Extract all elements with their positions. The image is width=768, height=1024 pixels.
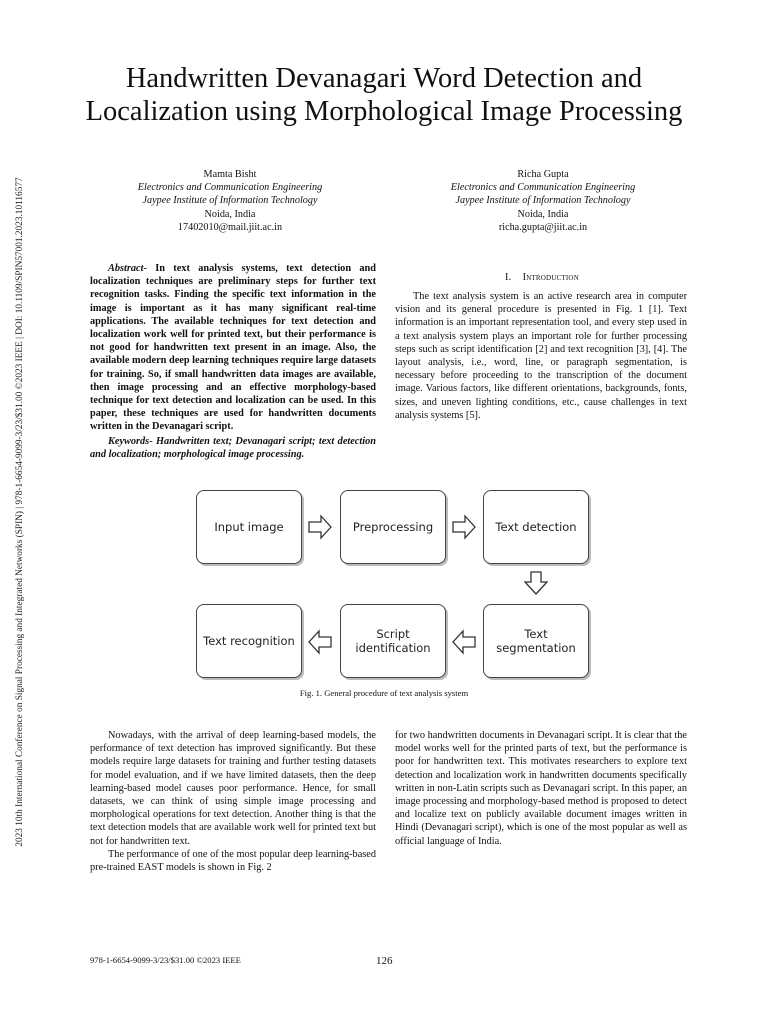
box-preprocessing: Preprocessing	[340, 490, 446, 564]
arrow-right-icon	[451, 514, 477, 540]
intro-paragraph: The text analysis system is an active research area in computer vision and its general procedure is presented in Fig. 1 [1]. Text information is an important representation tool, and every step used in a text analysis system plays an important role for further processing steps such as script identification [2] and text recognition [3], [4]. The layout analysis, i.e., word, line, or paragraph segmentation, is necessary before proceeding to the transcription of the document image. Various factors, like different orientations, backgrounds, fonts, sizes, and uneven lighting conditions, etc., cause challenges in text analysis systems [5].	[395, 291, 687, 421]
author-institute: Jaypee Institute of Information Technology	[455, 195, 631, 207]
box-text-detection: Text detection	[483, 490, 589, 564]
arrow-left-icon	[451, 629, 477, 655]
author-location: Noida, India	[517, 208, 569, 220]
paragraph: Nowadays, with the arrival of deep learning-based models, the performance of text detection has improved significantly. But these models require large datasets for training and further testing datasets for model evaluation, and if we have limited datasets, then the deep learning-based model causes poor performance. Hence, for small datasets, we can think of using simple image processing and morphological operations for text detection. Another thing is that the text detection models that are available work well for printed text but not for handwritten text.	[90, 730, 376, 847]
author-email[interactable]: richa.gupta@jiit.ac.in	[498, 221, 588, 233]
page-number: 126	[376, 955, 393, 967]
title-line-2: Localization using Morphological Image Processing	[85, 96, 683, 127]
section-title: Introduction	[522, 272, 579, 283]
abstract-lead: Abstract-	[108, 263, 147, 274]
figure-caption: Fig. 1. General procedure of text analysis system	[299, 688, 469, 698]
author-dept: Electronics and Communication Engineering	[450, 182, 636, 194]
keywords-text: Keywords- Handwritten text; Devanagari script; text detection and localization; morphological image processing.	[90, 436, 376, 461]
paragraph: The performance of one of the most popular deep learning-based pre-trained EAST models is shown in Fig. 2	[90, 848, 376, 874]
body-column-right	[395, 729, 687, 848]
title-line-1: Handwritten Devanagari Word Detection and	[125, 63, 643, 94]
section-heading	[395, 271, 689, 284]
arrow-down-icon	[523, 570, 549, 596]
figure-1	[196, 488, 586, 678]
author-email[interactable]: 17402010@mail.jiit.ac.in	[177, 221, 283, 233]
doi-sidebar: 2023 10th International Conference on Signal Processing and Integrated Networks (SPIN) | 978-1-6654-9099-3/23/$31.00 ©2023 IEEE | DOI: 10.1109/SPIN57001.2023.10116577	[15, 177, 25, 847]
keywords	[90, 435, 376, 461]
box-script-identification: Script identification	[340, 604, 446, 678]
author-block-2	[428, 168, 658, 234]
box-input-image: Input image	[196, 490, 302, 564]
author-name: Richa Gupta	[517, 169, 569, 180]
author-name: Mamta Bisht	[203, 169, 257, 180]
paragraph: for two handwritten documents in Devanagari script. It is clear that the model works well for the printed parts of text, but the performance is poor for handwritten text. This motivates researchers to explore text detection and localization work in handwritten documents specifically written in non-Latin scripts such as Devanagari script. In this paper, an image processing and morphology-based method is proposed to detect and localize text on publicly available document images written in Hindi (Devanagari script), which is one of the most popular as well as official language of India.	[395, 730, 687, 847]
body-column-left	[90, 729, 376, 874]
paper-title	[40, 62, 728, 128]
section-number: I.	[505, 272, 512, 283]
author-dept: Electronics and Communication Engineering	[137, 182, 323, 194]
author-location: Noida, India	[204, 208, 256, 220]
arrow-left-icon	[307, 629, 333, 655]
arrow-right-icon	[307, 514, 333, 540]
intro-column	[395, 290, 687, 422]
box-text-recognition: Text recognition	[196, 604, 302, 678]
box-text-segmentation: Text segmentation	[483, 604, 589, 678]
abstract-body: In text analysis systems, text detection and localization techniques are preliminary steps for further text recognition tasks. Finding the specific text information in the image is important as it has many significant real-time applications. The available techniques for text detection and localization work well for printed text, but their performance is not good for handwritten text present in an image. Also, the available modern deep learning techniques require large datasets for training. So, if small handwritten data images are available, then image processing and an effective morphology-based technique for text detection and localization can be used. In this paper, these techniques are used for handwritten documents written in the Devanagari script.	[90, 263, 376, 433]
author-institute: Jaypee Institute of Information Technology	[142, 195, 318, 207]
author-block-1	[115, 168, 345, 234]
abstract	[90, 262, 376, 434]
footer-copyright: 978-1-6654-9099-3/23/$31.00 ©2023 IEEE	[90, 955, 241, 965]
